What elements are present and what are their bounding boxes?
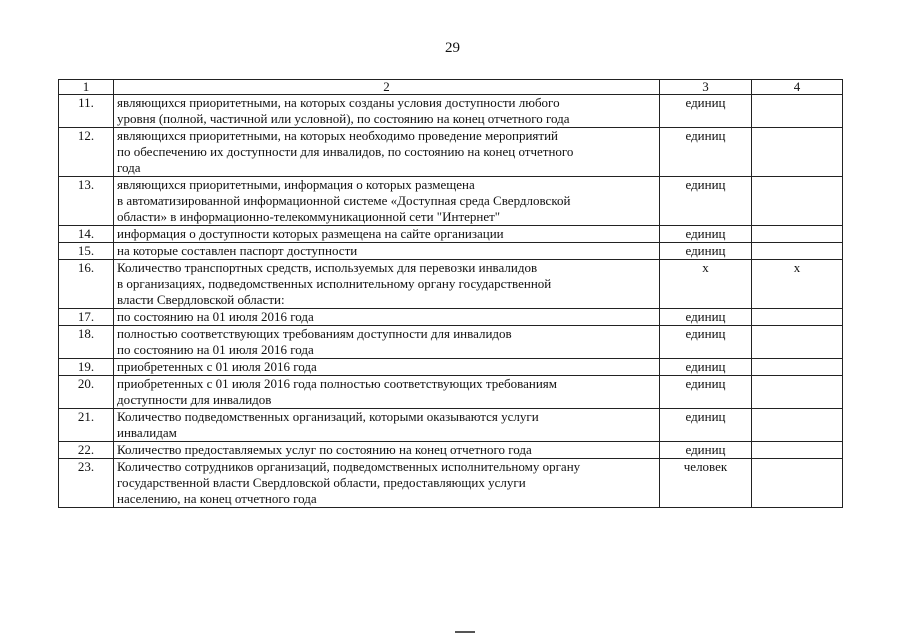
indicator-line: населению, на конец отчетного года bbox=[117, 491, 317, 506]
row-unit: человек bbox=[660, 459, 752, 508]
indicator-line: по состоянию на 01 июля 2016 года bbox=[117, 309, 314, 324]
row-unit: единиц bbox=[660, 243, 752, 260]
row-unit: единиц bbox=[660, 177, 752, 226]
row-indicator-text bbox=[114, 95, 660, 128]
row-value bbox=[752, 459, 843, 508]
indicator-line: области» в информационно-телекоммуникационной сети "Интернет" bbox=[117, 209, 501, 224]
row-unit: единиц bbox=[660, 359, 752, 376]
header-col-3: 3 bbox=[660, 80, 752, 95]
table-row bbox=[59, 409, 843, 442]
indicator-line: Количество сотрудников организаций, подведомственных исполнительному органу bbox=[117, 459, 581, 474]
indicator-line: в автоматизированной информационной системе «Доступная среда Свердловской bbox=[117, 193, 571, 208]
row-value: х bbox=[752, 260, 843, 309]
row-indicator-text bbox=[114, 376, 660, 409]
row-indicator-text bbox=[114, 459, 660, 508]
row-number: 23. bbox=[59, 459, 114, 508]
header-col-1: 1 bbox=[59, 80, 114, 95]
indicator-line: государственной власти Свердловской области, предоставляющих услуги bbox=[117, 475, 526, 490]
table-row bbox=[59, 359, 843, 376]
row-unit: единиц bbox=[660, 376, 752, 409]
indicator-line: по обеспечению их доступности для инвалидов, по состоянию на конец отчетного bbox=[117, 144, 574, 159]
indicator-line: приобретенных с 01 июля 2016 года bbox=[117, 359, 317, 374]
indicator-line: уровня (полной, частичной или условной), по состоянию на конец отчетного года bbox=[117, 111, 570, 126]
row-number: 21. bbox=[59, 409, 114, 442]
report-table bbox=[58, 79, 843, 508]
row-number: 13. bbox=[59, 177, 114, 226]
row-number: 20. bbox=[59, 376, 114, 409]
table-row bbox=[59, 128, 843, 177]
row-unit: единиц bbox=[660, 226, 752, 243]
row-number: 11. bbox=[59, 95, 114, 128]
indicator-line: информация о доступности которых размещена на сайте организации bbox=[117, 226, 504, 241]
row-value bbox=[752, 309, 843, 326]
indicator-line: на которые составлен паспорт доступности bbox=[117, 243, 358, 258]
indicator-line: доступности для инвалидов bbox=[117, 392, 272, 407]
indicator-line: по состоянию на 01 июля 2016 года bbox=[117, 342, 314, 357]
indicator-line: являющихся приоритетными, на которых созданы условия доступности любого bbox=[117, 95, 560, 110]
row-value bbox=[752, 95, 843, 128]
row-value bbox=[752, 409, 843, 442]
table-header-row bbox=[59, 80, 843, 95]
row-unit: единиц bbox=[660, 128, 752, 177]
table-row bbox=[59, 442, 843, 459]
table-row bbox=[59, 459, 843, 508]
row-number: 19. bbox=[59, 359, 114, 376]
row-number: 22. bbox=[59, 442, 114, 459]
page-edge-mark bbox=[455, 631, 475, 633]
header-col-4: 4 bbox=[752, 80, 843, 95]
table-row bbox=[59, 95, 843, 128]
indicator-line: в организациях, подведомственных исполнительному органу государственной bbox=[117, 276, 552, 291]
indicator-line: Количество транспортных средств, используемых для перевозки инвалидов bbox=[117, 260, 538, 275]
indicator-line: года bbox=[117, 160, 141, 175]
table-row bbox=[59, 376, 843, 409]
indicator-line: власти Свердловской области: bbox=[117, 292, 285, 307]
row-indicator-text bbox=[114, 409, 660, 442]
row-number: 14. bbox=[59, 226, 114, 243]
row-indicator-text bbox=[114, 359, 660, 376]
row-value bbox=[752, 128, 843, 177]
indicator-line: Количество подведомственных организаций, которыми оказываются услуги bbox=[117, 409, 539, 424]
row-value bbox=[752, 442, 843, 459]
row-unit: единиц bbox=[660, 95, 752, 128]
indicator-line: полностью соответствующих требованиям доступности для инвалидов bbox=[117, 326, 512, 341]
indicator-line: являющихся приоритетными, информация о которых размещена bbox=[117, 177, 475, 192]
row-indicator-text bbox=[114, 128, 660, 177]
row-number: 16. bbox=[59, 260, 114, 309]
row-indicator-text bbox=[114, 226, 660, 243]
row-indicator-text bbox=[114, 442, 660, 459]
row-unit: единиц bbox=[660, 442, 752, 459]
header-col-2: 2 bbox=[114, 80, 660, 95]
row-indicator-text bbox=[114, 260, 660, 309]
row-number: 17. bbox=[59, 309, 114, 326]
row-unit: единиц bbox=[660, 309, 752, 326]
row-indicator-text bbox=[114, 243, 660, 260]
row-value bbox=[752, 326, 843, 359]
row-indicator-text bbox=[114, 309, 660, 326]
indicator-line: являющихся приоритетными, на которых необходимо проведение мероприятий bbox=[117, 128, 558, 143]
row-value bbox=[752, 376, 843, 409]
table-row bbox=[59, 260, 843, 309]
row-indicator-text bbox=[114, 326, 660, 359]
page-number: 29 bbox=[445, 40, 460, 56]
row-indicator-text bbox=[114, 177, 660, 226]
row-number: 15. bbox=[59, 243, 114, 260]
table-row bbox=[59, 226, 843, 243]
table-row bbox=[59, 326, 843, 359]
indicator-line: инвалидам bbox=[117, 425, 177, 440]
row-unit: единиц bbox=[660, 326, 752, 359]
row-value bbox=[752, 177, 843, 226]
row-number: 18. bbox=[59, 326, 114, 359]
table-row bbox=[59, 243, 843, 260]
table-row bbox=[59, 177, 843, 226]
row-value bbox=[752, 359, 843, 376]
table-row bbox=[59, 309, 843, 326]
indicator-line: приобретенных с 01 июля 2016 года полностью соответствующих требованиям bbox=[117, 376, 558, 391]
row-unit: х bbox=[660, 260, 752, 309]
row-value bbox=[752, 243, 843, 260]
indicator-line: Количество предоставляемых услуг по состоянию на конец отчетного года bbox=[117, 442, 532, 457]
row-value bbox=[752, 226, 843, 243]
row-number: 12. bbox=[59, 128, 114, 177]
row-unit: единиц bbox=[660, 409, 752, 442]
